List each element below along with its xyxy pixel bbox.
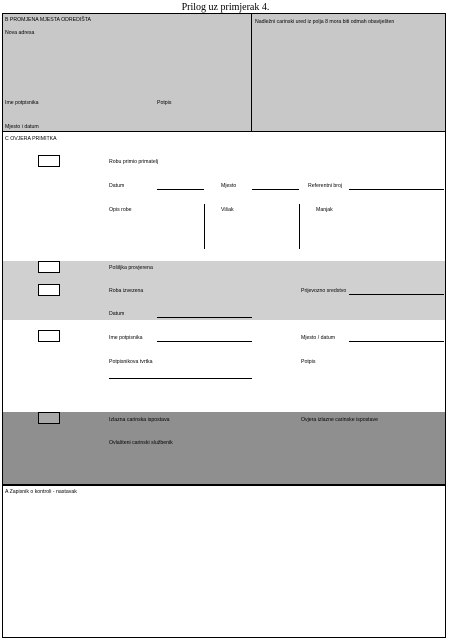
verification-band: [3, 261, 445, 320]
new-address-label: Nova adresa: [5, 30, 35, 36]
date2-label: Datum: [109, 311, 125, 317]
section-a-frame: [2, 485, 446, 638]
place-date-field-line[interactable]: [349, 341, 444, 342]
goods-received-checkbox[interactable]: [38, 155, 60, 167]
exit-office-stamp-label: Ovjera izlazne carinske ispostave: [301, 417, 378, 423]
section-b-left: [2, 13, 252, 132]
shortage-label: Manjak: [316, 207, 333, 213]
section-b-signature-label: Potpis: [157, 100, 172, 106]
signatory-name-field-line[interactable]: [157, 341, 252, 342]
place-field-line[interactable]: [252, 189, 299, 190]
reference-number-field-line[interactable]: [349, 189, 444, 190]
section-b-right: [252, 13, 446, 132]
signature-checkbox[interactable]: [38, 330, 60, 342]
customs-exit-office-label: Izlazna carinska ispostava: [109, 417, 170, 423]
supervising-office-notice: Nadležni carinski ured iz polja 8 mora biti odmah obaviješten: [255, 19, 395, 25]
authorized-officer-label: Ovlašteni carinski službenik: [109, 440, 173, 446]
description-divider: [204, 204, 205, 249]
page-title: Prilog uz primjerak 4.: [181, 2, 270, 13]
seals-checked-label: Pošiljka provjerena: [109, 265, 153, 271]
seals-checked-checkbox[interactable]: [38, 261, 60, 273]
date2-field-line[interactable]: [157, 317, 252, 318]
means-of-transport-label: Prijevozno sredstvo: [301, 288, 347, 294]
surplus-divider: [299, 204, 300, 249]
signatory-name-label: Ime potpisnika: [109, 335, 143, 341]
place-date-label: Mjesto / datum: [301, 335, 336, 341]
signature-label: Potpis: [301, 359, 316, 365]
date-field-line[interactable]: [157, 189, 204, 190]
section-b-heading: B PROMJENA MJESTA ODREDIŠTA: [5, 17, 91, 23]
section-a-heading: A Zapisnik o kontroli - nastavak: [5, 489, 77, 495]
goods-description-label: Opis robe: [109, 207, 132, 213]
section-c-heading: C OVJERA PRIMITKA: [5, 136, 57, 142]
signatory-company-label: Potpisnikova tvrtka: [109, 359, 153, 365]
place-label: Mjesto: [221, 183, 237, 189]
goods-unloaded-label: Roba izvezena: [109, 288, 144, 294]
means-of-transport-field-line[interactable]: [349, 294, 444, 295]
reference-number-label: Referentni broj: [308, 183, 343, 189]
section-b-signatory-name-label: Ime potpisnika: [5, 100, 39, 106]
signatory-company-field-line[interactable]: [109, 378, 252, 379]
customs-exit-band: [3, 412, 445, 484]
date-label: Datum: [109, 183, 125, 189]
surplus-label: Višak: [221, 207, 234, 213]
goods-unloaded-checkbox[interactable]: [38, 284, 60, 296]
customs-exit-checkbox[interactable]: [38, 412, 60, 424]
goods-received-label: Robu primio primatelj: [109, 159, 159, 165]
section-b-place-date-label: Mjesto i datum: [5, 124, 39, 130]
